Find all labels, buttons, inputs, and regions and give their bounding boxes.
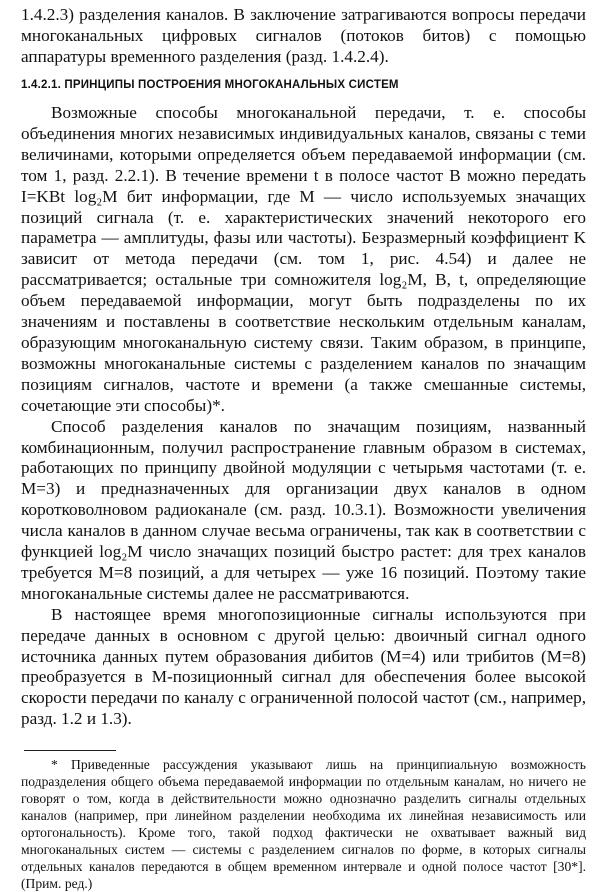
footnote: * Приведенные рассуждения указывают лишь на принципиальную возможность подразделения общего объема передаваемой информации по отдельным каналам, но ничего не говорят о том, когда в действительности можно однозначно разделить сигналы отдельных каналов (например, при линейном разделении необходима их линейная независимость или ортогональность). Кроме того, такой подход фактически не охватывает важный вид многоканальных систем — системы с разделением сигналов по форме, в которых сигналы отдельных каналов передаются в общем временном интервале и одной полосе частот [30*]. (Прим. ред.) <box>21 757 586 891</box>
section-heading: 1.4.2.1. ПРИНЦИПЫ ПОСТРОЕНИЯ МНОГОКАНАЛЬНЫХ СИСТЕМ <box>21 79 399 91</box>
paragraph-3: В настоящее время многопозиционные сигналы используются при передаче данных в основном с другой целью: двоичный сигнал одного источника данных путем образования дибитов (M=4) или трибитов (M=8) преобразуется в M-позиционный сигнал для обеспечения более высокой скорости передачи по каналу с ограниченной полосой частот (см., например, разд. 1.2 и 1.3). <box>21 604 586 729</box>
paragraph-2: Способ разделения каналов по значащим позициям, названный комбинационным, получил распространение главным образом в системах, работающих по принципу двойной модуляции с четырьмя частотами (т. е. M=3) и предназначенных для организации двух каналов в одном коротковолновом радиоканале (см. разд. 10.3.1). Возможности увеличения числа каналов в данном случае весьма ограничены, так как в соответствии с функцией log₂M число значащих позиций быстро растет: для трех каналов требуется M=8 позиций, а для четырех — уже 16 позиций. Поэтому такие многоканальные системы далее не рассматриваются. <box>21 416 586 603</box>
footnote-divider <box>24 750 116 751</box>
paragraph-1: Возможные способы многоканальной передачи, т. е. способы объединения многих независимых индивидуальных каналов, связаны с теми величинами, которыми определяется объем передаваемой информации (см. том 1, разд. 2.2.1). В течение времени t в полосе частот B можно передать I=KBt log₂M бит информации, где M — число используемых значащих позиций сигнала (т. е. характеристических значений некоторого его параметра — амплитуды, фазы или частоты). Безразмерный коэффициент K зависит от метода передачи (см. том 1, рис. 4.54) и далее не рассматривается; остальные три сомножителя log₂M, B, t, определяющие объем передаваемой информации, могут быть подразделены по их значениям и поставлены в соответствие нескольким отдельным каналам, образующим многоканальную систему связи. Таким образом, в принципе, возможны многоканальные системы с разделением каналов по значащим позициям сигналов, частоте и времени (а также смешанные системы, сочетающие эти способы)*. <box>21 103 586 415</box>
intro-text: 1.4.2.3) разделения каналов. В заключение затрагиваются вопросы передачи многоканальных цифровых сигналов (потоков битов) с помощью аппаратуры временного разделения (разд. 1.4.2.4). <box>21 5 586 66</box>
